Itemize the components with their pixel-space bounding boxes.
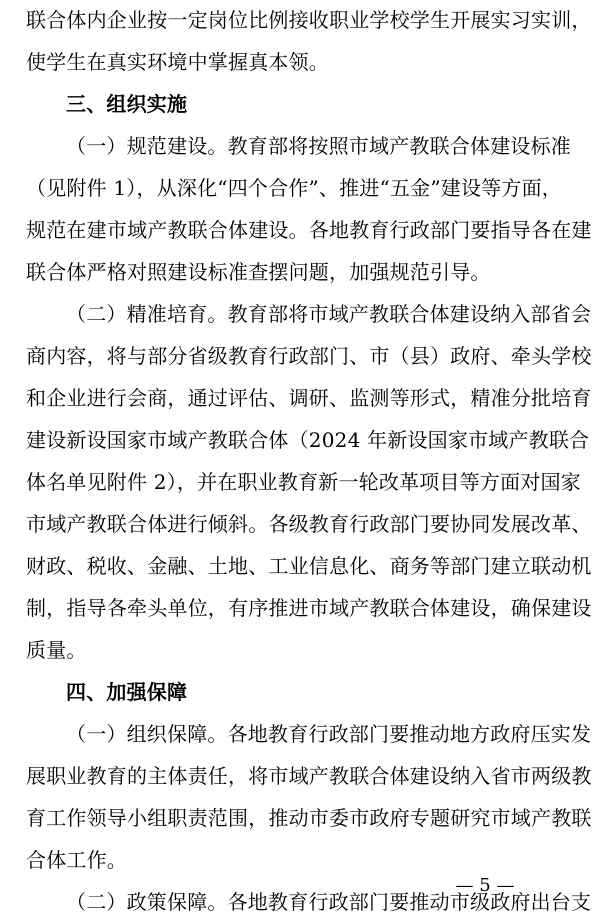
body-line: （一）规范建设。教育部将按照市域产教联合体建设标准	[66, 134, 571, 158]
body-line: 育工作领导小组职责范围，推动市委市政府专题研究市域产教联	[26, 806, 592, 830]
body-line: 规范在建市域产教联合体建设。各地教育行政部门要指导各在建	[26, 218, 592, 242]
body-line: （见附件 1），从深化“四个合作”、推进“五金”建设等方面，	[26, 176, 562, 200]
body-line: 体名单见附件 2），并在职业教育新一轮改革项目等方面对国家	[26, 470, 581, 494]
body-line: 和企业进行会商，通过评估、调研、监测等形式，精准分批培育	[26, 386, 592, 410]
body-line: 建设新设国家市域产教联合体（2024 年新设国家市域产教联合	[26, 428, 590, 452]
body-line: 联合体内企业按一定岗位比例接收职业学校学生开展实习实训，	[26, 8, 592, 32]
body-line: 质量。	[26, 638, 87, 662]
body-line: 商内容，将与部分省级教育行政部门、市（县）政府、牵头学校	[26, 344, 592, 368]
body-line: 财政、税收、金融、土地、工业信息化、商务等部门建立联动机	[26, 554, 592, 578]
body-line: （二）政策保障。各地教育行政部门要推动市级政府出台支	[66, 890, 592, 914]
body-line: 制，指导各牵头单位，有序推进市域产教联合体建设，确保建设	[26, 596, 592, 620]
section-heading: 三、组织实施	[66, 92, 188, 116]
body-line: 联合体严格对照建设标准查摆问题，加强规范引导。	[26, 260, 491, 284]
body-line: 展职业教育的主体责任，将市域产教联合体建设纳入省市两级教	[26, 764, 592, 788]
body-line: 市域产教联合体进行倾斜。各级教育行政部门要协同发展改革、	[26, 512, 592, 536]
body-line: （一）组织保障。各地教育行政部门要推动地方政府压实发	[66, 722, 592, 746]
body-line: 使学生在真实环境中掌握真本领。	[26, 50, 329, 74]
section-heading: 四、加强保障	[66, 680, 188, 704]
body-line: （二）精准培育。教育部将市域产教联合体建设纳入部省会	[66, 302, 592, 326]
body-line: 合体工作。	[26, 848, 127, 872]
page-number: — 5 —	[455, 875, 515, 896]
